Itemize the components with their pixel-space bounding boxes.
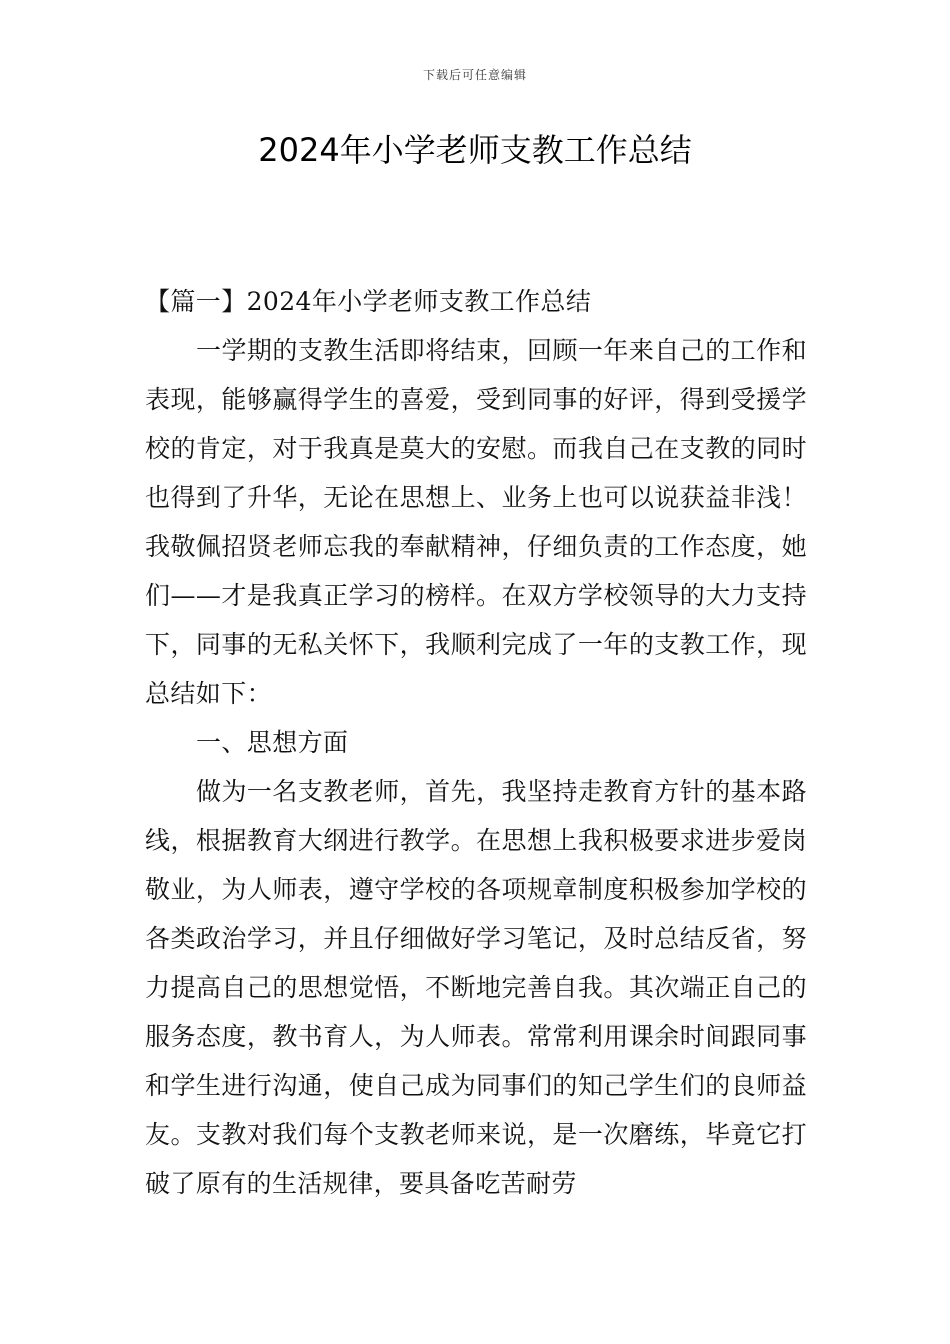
paragraph-intro: 一学期的支教生活即将结束，回顾一年来自己的工作和表现，能够赢得学生的喜爱，受到同事的好评，得到受援学校的肯定，对于我真是莫大的安慰。而我自己在支教的同时也得到了升华，无论在思想上、业务上也可以说获益非浅！我敬佩招贤老师忘我的奉献精神，仔细负责的工作态度，她们——才是我真正学习的榜样。在双方学校领导的大力支持下，同事的无私关怀下，我顺利完成了一年的支教工作，现总结如下：	[145, 336, 807, 708]
document-body	[145, 277, 807, 1208]
subsection-heading: 一、思想方面	[196, 728, 349, 757]
paragraph-thoughts: 做为一名支教老师，首先，我坚持走教育方针的基本路线，根据教育大纲进行教学。在思想上我积极要求进步爱岗敬业，为人师表，遵守学校的各项规章制度积极参加学校的各类政治学习，并且仔细做好学习笔记，及时总结反省，努力提高自己的思想觉悟，不断地完善自我。其次端正自己的服务态度，教书育人，为人师表。常常利用课余时间跟同事和学生进行沟通，使自己成为同事们的知己学生们的良师益友。支教对我们每个支教老师来说，是一次磨练，毕竟它打破了原有的生活规律，要具备吃苦耐劳	[145, 777, 807, 1198]
document-title: 2024年小学老师支教工作总结	[258, 131, 692, 169]
section-heading: 【篇一】2024年小学老师支教工作总结	[145, 287, 592, 316]
header-note: 下载后可任意编辑	[422, 68, 527, 82]
